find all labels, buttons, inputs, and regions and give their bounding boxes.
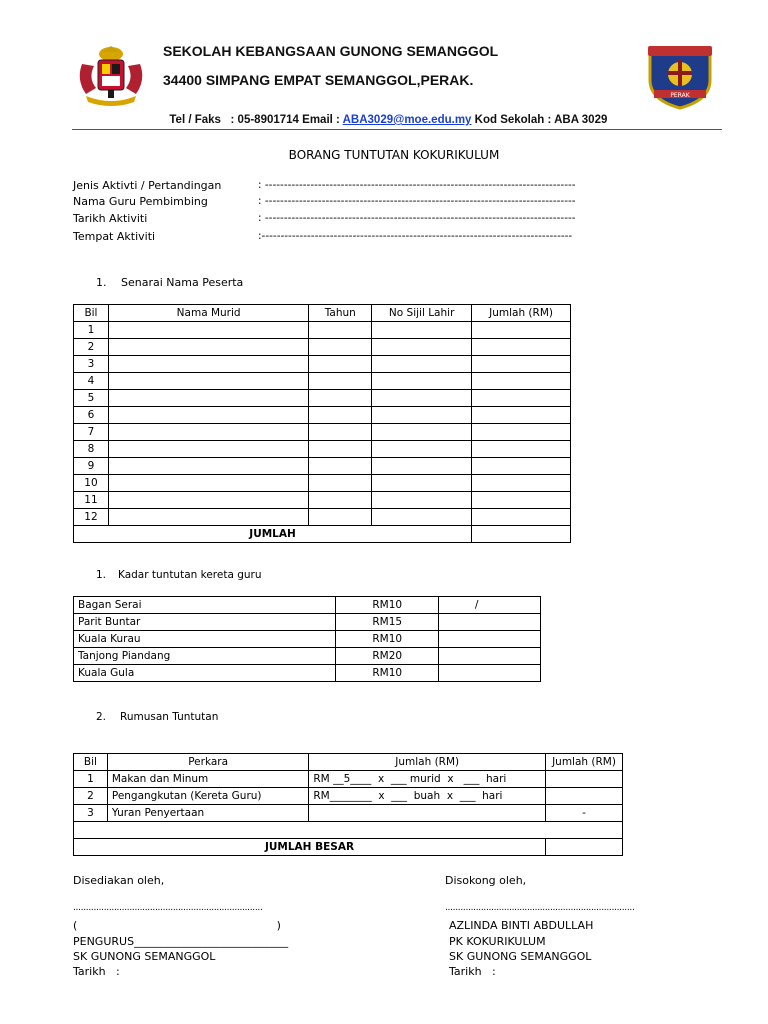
table-row	[74, 648, 541, 665]
prepared-by-school: SK GUNONG SEMANGGOL	[73, 950, 216, 963]
table-row	[74, 492, 571, 509]
mark-cell[interactable]: /	[439, 597, 541, 614]
row-number: 9	[74, 458, 109, 475]
total-label: JUMLAH	[74, 526, 472, 543]
col-jumlah-calc: Jumlah (RM)	[309, 754, 546, 771]
field-label-activity: Jenis Aktivti / Pertandingan	[73, 179, 222, 192]
cell-sijil[interactable]	[372, 424, 472, 441]
cell-jumlah[interactable]	[472, 390, 571, 407]
col-jumlah: Jumlah (RM)	[472, 305, 571, 322]
school-code: Kod Sekolah : ABA 3029	[471, 114, 608, 126]
cell-jumlah[interactable]	[472, 509, 571, 526]
total-cell[interactable]: -	[546, 805, 623, 822]
total-cell[interactable]	[546, 788, 623, 805]
grand-total-cell[interactable]	[546, 839, 623, 856]
cell-jumlah[interactable]	[472, 424, 571, 441]
calc-cell[interactable]	[309, 805, 546, 822]
cell-nama[interactable]	[108, 390, 308, 407]
prepared-by-heading: Disediakan oleh,	[73, 874, 165, 887]
section1-number: 1.	[96, 276, 107, 289]
mark-cell[interactable]	[439, 648, 541, 665]
car-rate-table	[73, 596, 541, 682]
cell-sijil[interactable]	[372, 339, 472, 356]
table-row	[74, 597, 541, 614]
rate-cell: RM10	[336, 597, 439, 614]
cell-sijil[interactable]	[372, 509, 472, 526]
badge-text: PERAK	[670, 92, 690, 99]
school-name: SEKOLAH KEBANGSAAN GUNONG SEMANGGOL	[163, 43, 499, 59]
row-number: 2	[74, 788, 108, 805]
row-number: 2	[74, 339, 109, 356]
cell-jumlah[interactable]	[472, 339, 571, 356]
mark-cell[interactable]	[439, 665, 541, 682]
cell-nama[interactable]	[108, 407, 308, 424]
rate-cell: RM10	[336, 665, 439, 682]
contact-line	[163, 102, 607, 126]
rate-cell: RM20	[336, 648, 439, 665]
table-row	[74, 509, 571, 526]
item-cell: Pengangkutan (Kereta Guru)	[107, 788, 309, 805]
cell-tahun[interactable]	[309, 458, 372, 475]
cell-nama[interactable]	[108, 373, 308, 390]
prepared-by-date[interactable]: Tarikh :	[73, 965, 120, 978]
cell-tahun[interactable]	[309, 322, 372, 339]
prepared-by-name[interactable]: ( )	[73, 919, 281, 932]
place-cell: Kuala Kurau	[74, 631, 336, 648]
section2-title: Kadar tuntutan kereta guru	[118, 569, 262, 581]
participants-header-row	[74, 305, 571, 322]
cell-sijil[interactable]	[372, 407, 472, 424]
supported-by-school: SK GUNONG SEMANGGOL	[449, 950, 592, 963]
spacer-row	[74, 822, 623, 839]
table-row	[74, 614, 541, 631]
table-row	[74, 631, 541, 648]
row-number: 12	[74, 509, 109, 526]
row-number: 6	[74, 407, 109, 424]
total-row	[74, 526, 571, 543]
cell-jumlah[interactable]	[472, 475, 571, 492]
tel-label: Tel / Faks : 05-8901714 Email :	[169, 114, 343, 126]
supported-by-date[interactable]: Tarikh :	[449, 965, 496, 978]
field-value-date[interactable]: : ----------------------------------------------------------------------------------	[258, 212, 576, 224]
cell-jumlah[interactable]	[472, 373, 571, 390]
col-no-sijil: No Sijil Lahir	[372, 305, 472, 322]
form-title: BORANG TUNTUTAN KOKURIKULUM	[288, 148, 500, 162]
table-row	[74, 771, 623, 788]
cell-tahun[interactable]	[309, 373, 372, 390]
cell-sijil[interactable]	[372, 492, 472, 509]
table-row	[74, 339, 571, 356]
table-row	[74, 322, 571, 339]
school-badge-icon	[646, 42, 714, 112]
header-divider	[72, 129, 722, 130]
field-label-teacher: Nama Guru Pembimbing	[73, 195, 208, 208]
cell-jumlah[interactable]	[472, 441, 571, 458]
table-row	[74, 458, 571, 475]
email-link[interactable]: ABA3029@moe.edu.my	[342, 114, 472, 126]
col-jumlah-total: Jumlah (RM)	[546, 754, 623, 771]
cell-tahun[interactable]	[309, 509, 372, 526]
field-value-activity[interactable]: : ----------------------------------------------------------------------------------	[258, 179, 576, 191]
item-cell: Yuran Penyertaan	[107, 805, 309, 822]
calc-cell[interactable]: RM __5____ x ___ murid x ___ hari	[309, 771, 546, 788]
cell-sijil[interactable]	[372, 475, 472, 492]
school-address: 34400 SIMPANG EMPAT SEMANGGOL,PERAK.	[163, 72, 474, 88]
cell-tahun[interactable]	[309, 407, 372, 424]
supported-by-signature-line[interactable]: ..........................................................................	[445, 903, 635, 913]
row-number: 7	[74, 424, 109, 441]
place-cell: Parit Buntar	[74, 614, 336, 631]
participants-table	[73, 304, 571, 543]
cell-jumlah[interactable]	[472, 322, 571, 339]
supported-by-title: PK KOKURIKULUM	[449, 935, 546, 948]
col-tahun: Tahun	[309, 305, 372, 322]
col-nama-murid: Nama Murid	[108, 305, 308, 322]
cell-nama[interactable]	[108, 492, 308, 509]
cell-jumlah[interactable]	[472, 492, 571, 509]
cell-tahun[interactable]	[309, 424, 372, 441]
mark-cell[interactable]	[439, 631, 541, 648]
cell-nama[interactable]	[108, 441, 308, 458]
table-row	[74, 665, 541, 682]
total-value-cell[interactable]	[472, 526, 571, 543]
table-row	[74, 805, 623, 822]
row-number: 1	[74, 322, 109, 339]
mark-cell[interactable]	[439, 614, 541, 631]
cell-sijil[interactable]	[372, 390, 472, 407]
state-crest-icon	[72, 44, 150, 108]
rate-cell: RM10	[336, 631, 439, 648]
spacer-cell	[74, 822, 623, 839]
table-row	[74, 441, 571, 458]
cell-jumlah[interactable]	[472, 458, 571, 475]
cell-jumlah[interactable]	[472, 407, 571, 424]
field-label-date: Tarikh Aktiviti	[73, 212, 148, 225]
cell-tahun[interactable]	[309, 356, 372, 373]
cell-sijil[interactable]	[372, 322, 472, 339]
cell-sijil[interactable]	[372, 458, 472, 475]
section2-number: 1.	[96, 569, 107, 581]
cell-sijil[interactable]	[372, 373, 472, 390]
cell-tahun[interactable]	[309, 390, 372, 407]
supported-by-heading: Disokong oleh,	[445, 874, 527, 887]
summary-header-row	[74, 754, 623, 771]
row-number: 11	[74, 492, 109, 509]
cell-nama[interactable]	[108, 322, 308, 339]
claim-summary-table	[73, 753, 623, 856]
col-bil: Bil	[74, 305, 109, 322]
section1-title: Senarai Nama Peserta	[121, 276, 244, 289]
table-row	[74, 373, 571, 390]
row-number: 3	[74, 805, 108, 822]
row-number: 10	[74, 475, 109, 492]
cell-nama[interactable]	[108, 424, 308, 441]
prepared-by-title: PENGURUS____________________________	[73, 935, 289, 948]
cell-nama[interactable]	[108, 458, 308, 475]
prepared-by-signature-line[interactable]: ..........................................................................	[73, 903, 263, 913]
place-cell: Tanjong Piandang	[74, 648, 336, 665]
place-cell: Bagan Serai	[74, 597, 336, 614]
col-perkara: Perkara	[107, 754, 309, 771]
cell-tahun[interactable]	[309, 339, 372, 356]
row-number: 3	[74, 356, 109, 373]
cell-sijil[interactable]	[372, 356, 472, 373]
grand-total-row	[74, 839, 623, 856]
row-number: 1	[74, 771, 108, 788]
field-value-teacher[interactable]: : ----------------------------------------------------------------------------------	[258, 195, 576, 207]
rate-cell: RM15	[336, 614, 439, 631]
section3-title: Rumusan Tuntutan	[120, 711, 219, 723]
cell-nama[interactable]	[108, 339, 308, 356]
table-row	[74, 407, 571, 424]
cell-tahun[interactable]	[309, 441, 372, 458]
cell-jumlah[interactable]	[472, 356, 571, 373]
grand-total-label: JUMLAH BESAR	[74, 839, 546, 856]
cell-nama[interactable]	[108, 475, 308, 492]
cell-nama[interactable]	[108, 356, 308, 373]
supported-by-name: AZLINDA BINTI ABDULLAH	[449, 919, 594, 932]
table-row	[74, 390, 571, 407]
table-row	[74, 424, 571, 441]
place-cell: Kuala Gula	[74, 665, 336, 682]
cell-tahun[interactable]	[309, 475, 372, 492]
total-cell[interactable]	[546, 771, 623, 788]
col-bil: Bil	[74, 754, 108, 771]
cell-sijil[interactable]	[372, 441, 472, 458]
row-number: 5	[74, 390, 109, 407]
table-row	[74, 475, 571, 492]
row-number: 8	[74, 441, 109, 458]
row-number: 4	[74, 373, 109, 390]
table-row	[74, 356, 571, 373]
table-row	[74, 788, 623, 805]
field-value-venue[interactable]: :----------------------------------------------------------------------------------	[258, 230, 573, 242]
cell-nama[interactable]	[108, 509, 308, 526]
section3-number: 2.	[96, 711, 107, 723]
cell-tahun[interactable]	[309, 492, 372, 509]
field-label-venue: Tempat Aktiviti	[73, 230, 156, 243]
calc-cell[interactable]: RM________ x ___ buah x ___ hari	[309, 788, 546, 805]
item-cell: Makan dan Minum	[107, 771, 309, 788]
